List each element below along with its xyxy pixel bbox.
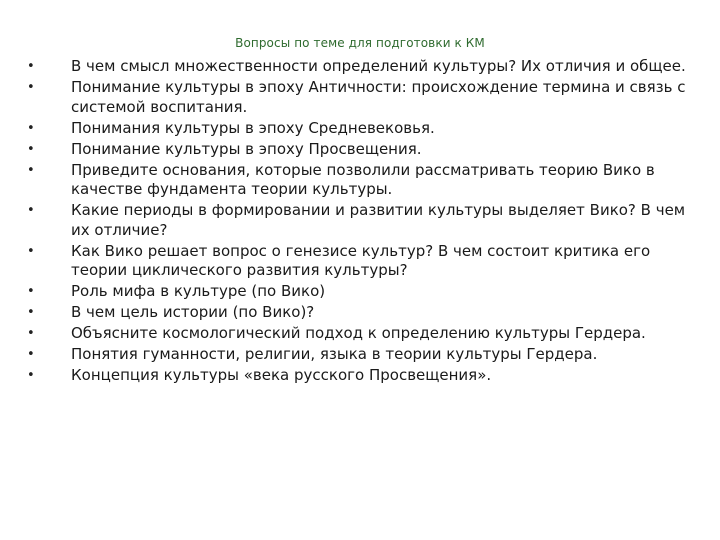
bullet-icon: •: [27, 141, 35, 157]
bullet-icon: •: [27, 80, 35, 95]
question-text: Концепция культуры «века русского Просвещения».: [71, 366, 492, 384]
bullet-icon: •: [27, 243, 35, 259]
list-item: [27, 345, 697, 365]
list-item: [27, 57, 697, 77]
question-text: Приведите основания, которые позволили рассматривать теорию Вико в качестве фундамента теории культуры.: [71, 160, 655, 198]
question-list: [27, 57, 697, 387]
question-text: Понятия гуманности, религии, языка в теории культуры Гердера.: [71, 345, 598, 363]
bullet-icon: •: [27, 59, 35, 74]
bullet-icon: •: [27, 203, 35, 218]
list-item: [27, 119, 697, 139]
list-item: [27, 78, 697, 117]
bullet-icon: •: [27, 284, 35, 299]
list-item: [27, 201, 697, 240]
list-item: [27, 242, 697, 281]
question-text: В чем цель истории (по Вико)?: [71, 303, 315, 321]
question-text: Как Вико решает вопрос о генезисе культур? В чем состоит критика его теории циклического развития культуры?: [71, 241, 651, 279]
bullet-icon: •: [27, 120, 35, 136]
bullet-icon: •: [27, 368, 35, 383]
bullet-icon: •: [27, 326, 35, 341]
question-text: Роль мифа в культуре (по Вико): [71, 282, 326, 300]
question-text: Понимания культуры в эпоху Средневековья.: [71, 118, 435, 137]
question-text: В чем смысл множественности определений культуры? Их отличия и общее.: [71, 57, 686, 75]
bullet-icon: •: [27, 347, 35, 362]
slide-title: Вопросы по теме для подготовки к КМ: [235, 36, 485, 50]
list-item: [27, 303, 697, 323]
question-text: Понимание культуры в эпоху Просвещения.: [71, 139, 422, 158]
question-text: Понимание культуры в эпоху Античности: происхождение термина и связь с системой воспитания.: [71, 78, 686, 116]
question-text: Какие периоды в формировании и развитии культуры выделяет Вико? В чем их отличие?: [71, 201, 686, 239]
list-item: [27, 161, 697, 200]
list-item: [27, 140, 697, 160]
bullet-icon: •: [27, 162, 35, 178]
bullet-icon: •: [27, 305, 35, 320]
list-item: [27, 324, 697, 344]
list-item: [27, 366, 697, 386]
question-text: Объясните космологический подход к определению культуры Гердера.: [71, 324, 646, 342]
list-item: [27, 282, 697, 302]
